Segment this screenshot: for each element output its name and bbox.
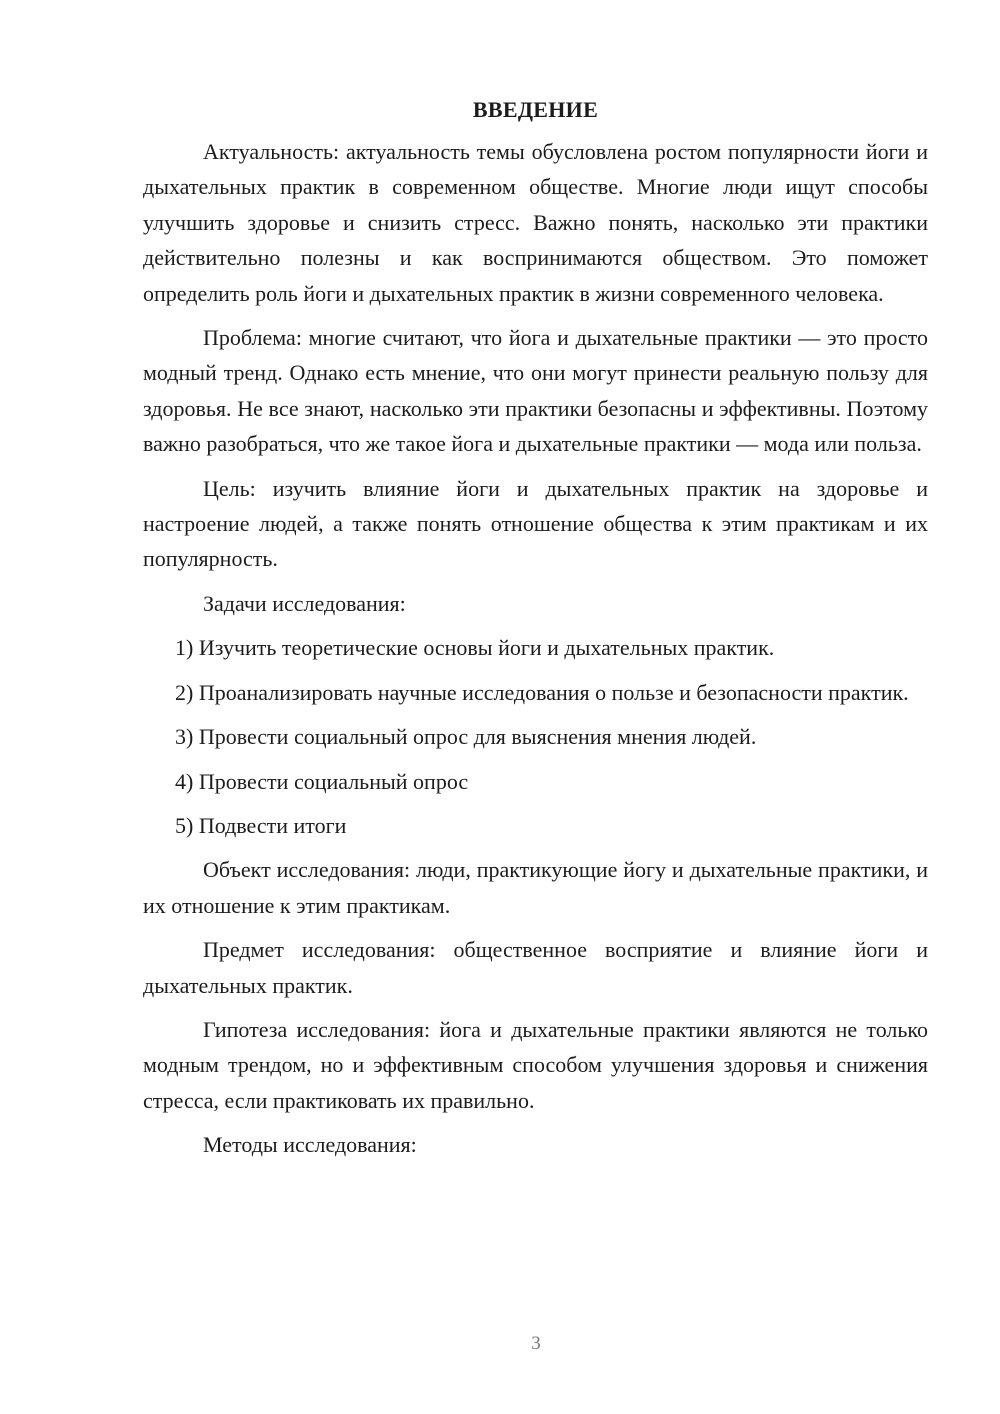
document-title: ВВЕДЕНИЕ — [472, 97, 599, 122]
document-page — [143, 94, 928, 1172]
paragraph-goal: Цель: изучить влияние йоги и дыхательных практик на здоровье и настроение людей, а также понять отношение общества к этим практикам и их популярность. — [143, 475, 928, 572]
task-item-1: 1) Изучить теоретические основы йоги и дыхательных практик. — [175, 635, 775, 661]
paragraph-methods: Методы исследования: — [203, 1132, 417, 1158]
paragraph-relevance: Актуальность: актуальность темы обусловлена ростом популярности йоги и дыхательных практик в современном обществе. Многие люди ищут способы улучшить здоровье и снизить стресс. Важно понять, насколько эти практики действительно полезны и как воспринимаются обществом. Это поможет определить роль йоги и дыхательных практик в жизни современного человека. — [143, 139, 928, 306]
tasks-heading: Задачи исследования: — [203, 590, 406, 616]
task-item-4: 4) Провести социальный опрос — [175, 768, 469, 794]
task-item-5: 5) Подвести итоги — [175, 812, 347, 838]
task-item-3: 3) Провести социальный опрос для выяснения мнения людей. — [175, 724, 757, 750]
paragraph-problem: Проблема: многие считают, что йога и дыхательные практики — это просто модный тренд. Однако есть мнение, что они могут принести реальную пользу для здоровья. Не все знают, насколько эти практики безопасны и эффективны. Поэтому важно разобраться, что же такое йога и дыхательные практики — мода или польза. — [143, 325, 928, 457]
page-number: 3 — [531, 1333, 541, 1354]
paragraph-object: Объект исследования: люди, практикующие йогу и дыхательные практики, и их отношение к этим практикам. — [143, 857, 928, 918]
paragraph-subject: Предмет исследования: общественное восприятие и влияние йоги и дыхательных практик. — [143, 937, 928, 998]
task-item-2: 2) Проанализировать научные исследования о пользе и безопасности практик. — [175, 679, 909, 705]
paragraph-hypothesis: Гипотеза исследования: йога и дыхательные практики являются не только модным трендом, но и эффективным способом улучшения здоровья и снижения стресса, если практиковать их правильно. — [143, 1016, 928, 1113]
